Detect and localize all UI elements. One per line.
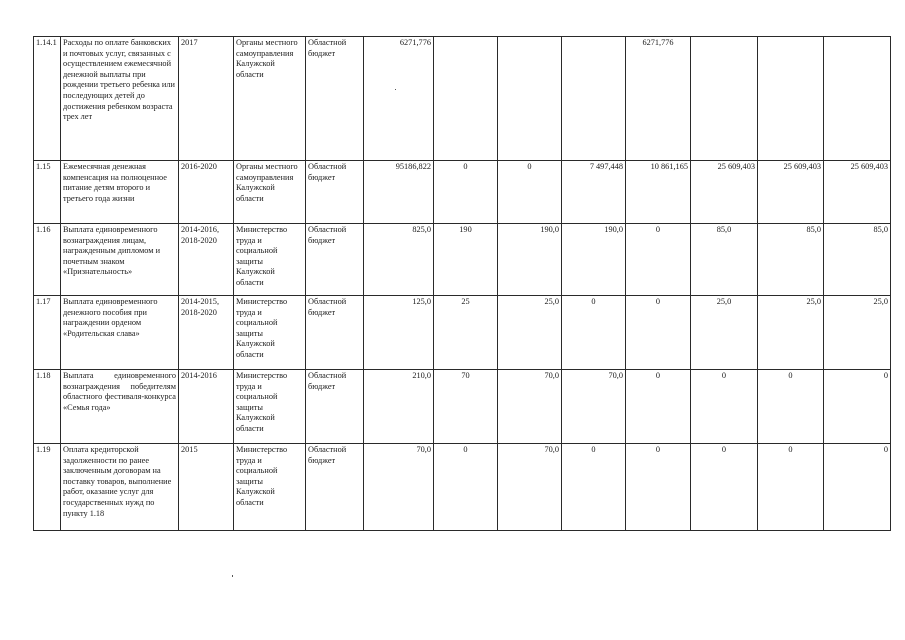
amount-2017: 6271,776 [626,37,691,161]
amount-2015: 70,0 [498,370,562,444]
measure-name: Выплата единовременного вознаграждения лицам, награжденным дипломом и почетным знаком «Признательность» [61,224,179,296]
amount-2014 [434,37,498,161]
total-amount: 125,0 [364,296,434,370]
amount-2015: 25,0 [498,296,562,370]
period-years: 2017 [179,37,234,161]
row-number: 1.15 [34,161,61,224]
amount-2020: 0 [824,370,891,444]
period-years: 2014-2015, 2018-2020 [179,296,234,370]
funding-source: Областной бюджет [306,296,364,370]
row-number: 1.16 [34,224,61,296]
executor: Министерство труда и социальной защиты Калужской области [234,444,306,531]
table-row [34,296,891,370]
funding-source: Областной бюджет [306,370,364,444]
executor: Министерство труда и социальной защиты Калужской области [234,370,306,444]
amount-2016: 7 497,448 [562,161,626,224]
period-years: 2015 [179,444,234,531]
row-number: 1.14.1 [34,37,61,161]
amount-2014: 0 [434,444,498,531]
amount-2019: 0 [758,370,824,444]
amount-2015 [498,37,562,161]
amount-2016: 0 [562,296,626,370]
amount-2016: 0 [562,444,626,531]
scan-speck [232,575,233,577]
total-amount: 70,0 [364,444,434,531]
period-years: 2016-2020 [179,161,234,224]
funding-source: Областной бюджет [306,37,364,161]
amount-2018: 0 [691,444,758,531]
amount-2019: 25,0 [758,296,824,370]
amount-2019: 25 609,403 [758,161,824,224]
measure-name: Ежемесячная денежная компенсация на полноценное питание детям второго и третьего года жизни [61,161,179,224]
amount-2019: 0 [758,444,824,531]
amount-2017: 0 [626,370,691,444]
amount-2015: 70,0 [498,444,562,531]
amount-2020: 85,0 [824,224,891,296]
amount-2018: 25 609,403 [691,161,758,224]
amount-2018: 85,0 [691,224,758,296]
executor: Министерство труда и социальной защиты Калужской области [234,296,306,370]
period-years: 2014-2016, 2018-2020 [179,224,234,296]
funding-source: Областной бюджет [306,224,364,296]
amount-2019 [758,37,824,161]
row-number: 1.19 [34,444,61,531]
amount-2017: 10 861,165 [626,161,691,224]
total-amount: 95186,822 [364,161,434,224]
row-number: 1.17 [34,296,61,370]
amount-2020: 0 [824,444,891,531]
amount-2017: 0 [626,444,691,531]
amount-2020: 25 609,403 [824,161,891,224]
amount-2017: 0 [626,224,691,296]
scan-speck [395,89,396,90]
amount-2014: 70 [434,370,498,444]
amount-2015: 0 [498,161,562,224]
budget-table [33,36,891,531]
executor: Министерство труда и социальной защиты Калужской области [234,224,306,296]
table-row [34,444,891,531]
period-years: 2014-2016 [179,370,234,444]
amount-2018: 0 [691,370,758,444]
funding-source: Областной бюджет [306,161,364,224]
total-amount: 6271,776 [364,37,434,161]
amount-2016: 190,0 [562,224,626,296]
amount-2014: 190 [434,224,498,296]
measure-name: Оплата кредиторской задолженности по ранее заключенным договорам на поставку товаров, выполнение работ, оказание услуг для государственных нужд по пункту 1.18 [61,444,179,531]
total-amount: 825,0 [364,224,434,296]
measure-name: Расходы по оплате банковских и почтовых услуг, связанных с осуществлением ежемесячной денежной выплаты при рождении третьего ребенка или последующих детей до достижения ребенком возраста трех лет [61,37,179,161]
amount-2016: 70,0 [562,370,626,444]
amount-2018: 25,0 [691,296,758,370]
funding-source: Областной бюджет [306,444,364,531]
executor: Органы местного самоуправления Калужской области [234,161,306,224]
amount-2019: 85,0 [758,224,824,296]
total-amount: 210,0 [364,370,434,444]
table-row [34,224,891,296]
amount-2016 [562,37,626,161]
measure-name: Выплата единовременного денежного пособия при награждении орденом «Родительская слава» [61,296,179,370]
amount-2017: 0 [626,296,691,370]
amount-2014: 25 [434,296,498,370]
row-number: 1.18 [34,370,61,444]
amount-2015: 190,0 [498,224,562,296]
amount-2014: 0 [434,161,498,224]
table-row [34,161,891,224]
measure-name: Выплата единовременного вознаграждения победителям областного фестиваля-конкурса «Семья года» [61,370,179,444]
table-row [34,370,891,444]
table-row [34,37,891,161]
amount-2018 [691,37,758,161]
amount-2020: 25,0 [824,296,891,370]
executor: Органы местного самоуправления Калужской области [234,37,306,161]
amount-2020 [824,37,891,161]
